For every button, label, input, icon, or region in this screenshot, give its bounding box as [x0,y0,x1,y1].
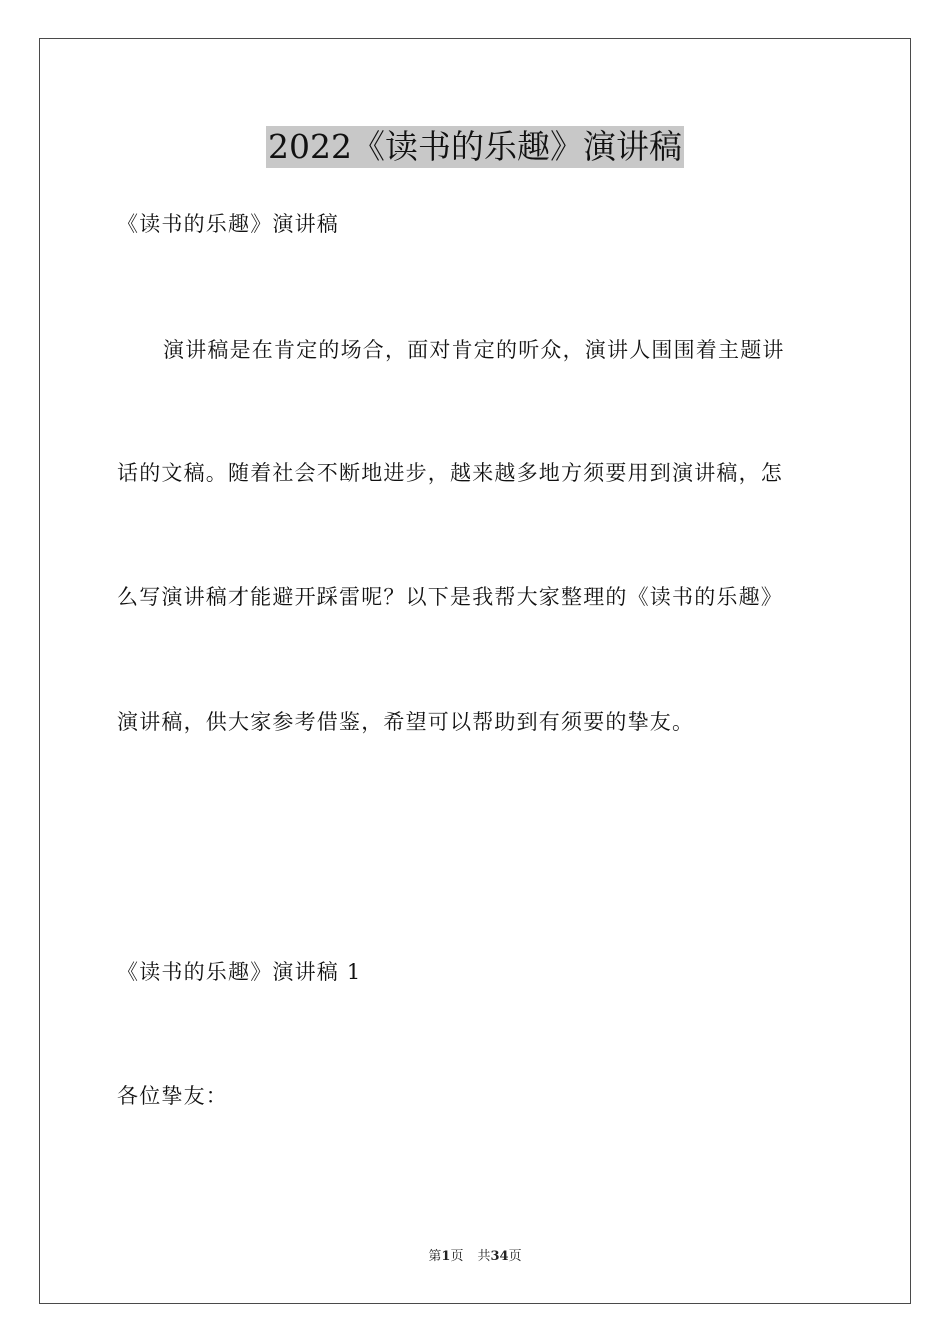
document-subtitle: 《读书的乐趣》演讲稿 [117,212,339,236]
salutation: 各位挚友： [117,1084,228,1108]
paragraph-line-2: 话的文稿。随着社会不断地进步，越来越多地方须要用到演讲稿，怎 [117,461,783,485]
page-footer [0,1249,950,1265]
paragraph-line-3: 么写演讲稿才能避开踩雷呢？以下是我帮大家整理的《读书的乐趣》 [117,585,783,609]
document-title: 2022《读书的乐趣》演讲稿 [268,127,682,166]
page-suffix: 页 [450,1249,464,1264]
page-prefix: 第 [428,1249,442,1264]
total-prefix: 共 [477,1249,491,1264]
paragraph-line-4: 演讲稿，供大家参考借鉴，希望可以帮助到有须要的挚友。 [117,710,695,734]
total-pages-number: 34 [490,1249,509,1264]
total-suffix: 页 [508,1249,522,1264]
current-page-number: 1 [441,1249,451,1264]
section-heading: 《读书的乐趣》演讲稿 1 [117,960,362,984]
title-container [0,126,950,168]
paragraph-line-1: 演讲稿是在肯定的场合，面对肯定的听众，演讲人围围着主题讲 [163,338,785,362]
